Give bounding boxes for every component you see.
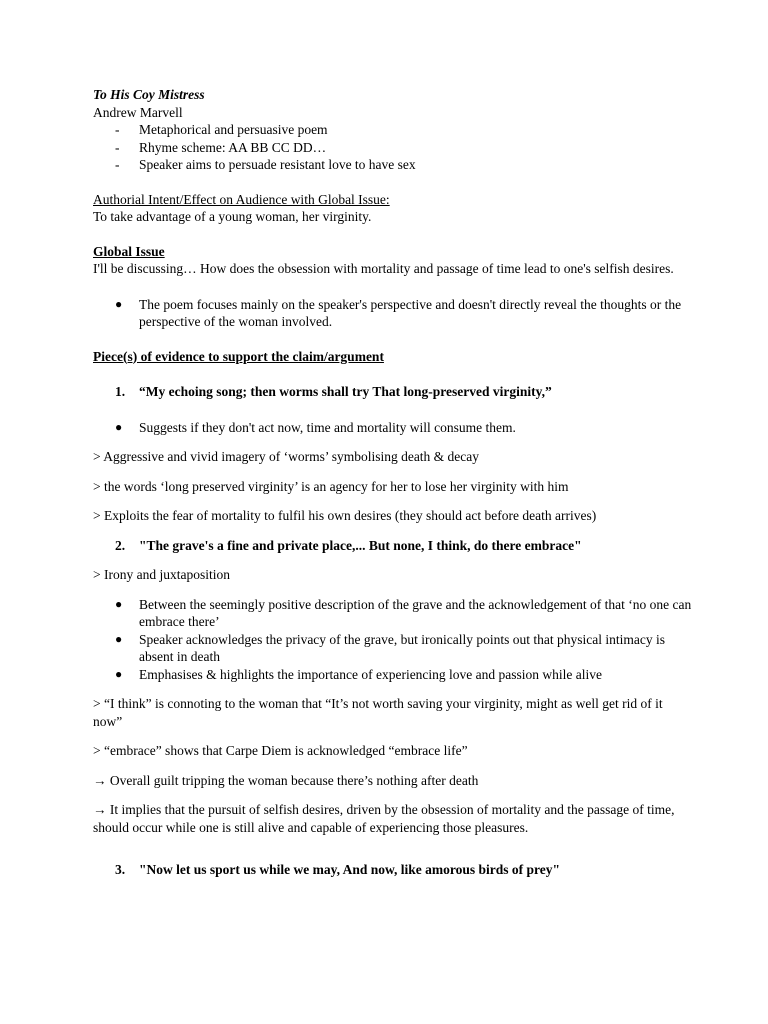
analysis-note: > the words ‘long preserved virginity’ is an agency for her to lose her virginity with him bbox=[93, 478, 569, 494]
analysis-note: > “I think” is connoting to the woman that “It’s not worth saving your virginity, might as well get rid of it now” bbox=[93, 696, 663, 729]
dash-marker: - bbox=[115, 122, 120, 137]
analysis-note: > Exploits the fear of mortality to fulfil his own desires (they should act before death arrives) bbox=[93, 508, 597, 523]
list-item: ● Speaker acknowledges the privacy of the grave, but ironically points out that physical intimacy is absent in death bbox=[115, 631, 665, 664]
list-item: ● Between the seemingly positive description of the grave and the acknowledgement of that ‘no one can embrace there’ bbox=[115, 596, 692, 629]
list-item: ● Suggests if they don't act now, time and mortality will consume them. bbox=[115, 419, 516, 435]
intent-heading: Authorial Intent/Effect on Audience with Global Issue: bbox=[93, 191, 390, 207]
list-item: ● Emphasises & highlights the importance of experiencing love and passion while alive bbox=[115, 666, 603, 682]
bullet-icon: ● bbox=[115, 419, 123, 434]
analysis-note: → It implies that the pursuit of selfish desires, driven by the obsession of mortality and the passage of time, should occur while one is still alive and capable of experiencing those pleasures. bbox=[93, 802, 675, 835]
bullet-icon: ● bbox=[115, 596, 123, 611]
dash-marker: - bbox=[115, 157, 120, 172]
evidence-heading: Piece(s) of evidence to support the claim/argument bbox=[93, 348, 384, 364]
bullet-icon: ● bbox=[115, 631, 123, 646]
intent-text: To take advantage of a young woman, her virginity. bbox=[93, 209, 372, 224]
evidence-quote-1: 1. “My echoing song; then worms shall try That long-preserved virginity,” bbox=[115, 384, 552, 399]
poem-title: To His Coy Mistress bbox=[93, 87, 205, 102]
analysis-note: > “embrace” shows that Carpe Diem is acknowledged “embrace life” bbox=[93, 743, 468, 758]
list-item: - Metaphorical and persuasive poem bbox=[115, 122, 328, 137]
document-body bbox=[93, 86, 693, 879]
bullet-icon: ● bbox=[115, 666, 123, 681]
evidence-1-bullets bbox=[93, 419, 693, 437]
poem-author: Andrew Marvell bbox=[93, 104, 183, 120]
list-item: ● The poem focuses mainly on the speaker's perspective and doesn't directly reveal the thoughts or the perspective of the woman involved. bbox=[115, 296, 682, 329]
analysis-note: > Aggressive and vivid imagery of ‘worms’ symbolising death & decay bbox=[93, 449, 480, 464]
global-issue-text: I'll be discussing… How does the obsession with mortality and passage of time lead to one's selfish desires. bbox=[93, 261, 674, 276]
bullet-icon: ● bbox=[115, 296, 123, 311]
evidence-2-bullets bbox=[93, 596, 693, 684]
global-issue-bullets bbox=[93, 296, 693, 331]
list-item: - Rhyme scheme: AA BB CC DD… bbox=[115, 139, 327, 155]
intro-list bbox=[93, 121, 693, 174]
evidence-quote-2: 2. "The grave's a fine and private place,... But none, I think, do there embrace" bbox=[115, 537, 582, 553]
global-issue-heading: Global Issue bbox=[93, 243, 165, 259]
analysis-note: > Irony and juxtaposition bbox=[93, 567, 230, 582]
dash-marker: - bbox=[115, 139, 120, 155]
evidence-quote-3: 3. "Now let us sport us while we may, And now, like amorous birds of prey" bbox=[115, 862, 561, 877]
list-item: - Speaker aims to persuade resistant love to have sex bbox=[115, 157, 416, 172]
analysis-note: → Overall guilt tripping the woman because there’s nothing after death bbox=[93, 772, 479, 788]
